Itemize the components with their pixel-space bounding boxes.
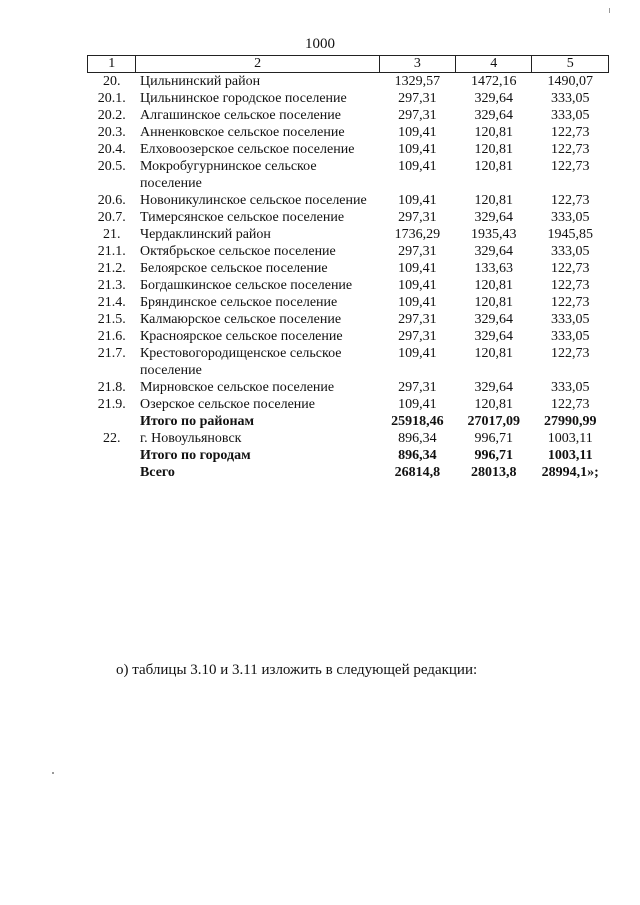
row-value-col5: 333,05 [550, 312, 590, 327]
row-value-col3: 297,31 [398, 91, 437, 106]
row-number: 21.7. [97, 346, 126, 361]
row-name: Итого по районам [139, 414, 255, 429]
row-value-col3: 297,31 [398, 329, 437, 344]
row-value-col4: 120,81 [474, 159, 513, 174]
row-value-col5: 122,73 [550, 142, 590, 157]
row-number: 21.1. [97, 244, 126, 259]
table-row [88, 243, 609, 260]
row-value-col4: 120,81 [474, 142, 513, 157]
row-value-col5: 333,05 [550, 91, 590, 106]
row-name: Октябрьское сельское поселение [139, 244, 336, 259]
row-value-col4: 120,81 [474, 193, 513, 208]
row-value-col5: 122,73 [550, 193, 590, 208]
row-name: Цильнинское городское поселение [139, 91, 347, 106]
row-value-col3: 109,41 [398, 346, 437, 361]
row-value-col4: 329,64 [474, 312, 513, 327]
row-value-col3: 896,34 [398, 431, 437, 446]
row-value-col3: 25918,46 [391, 414, 444, 429]
row-value-col3: 297,31 [398, 312, 437, 327]
row-value-col4: 329,64 [474, 380, 513, 395]
row-value-col5: 333,05 [550, 244, 590, 259]
table-row [88, 158, 609, 192]
row-number: 20.4. [97, 142, 126, 157]
row-number: 20.2. [97, 108, 126, 123]
row-name: Алгашинское сельское поселение [139, 108, 341, 123]
row-value-col3: 109,41 [398, 142, 437, 157]
table-row [88, 141, 609, 158]
row-number: 21.3. [97, 278, 126, 293]
scan-speck [52, 772, 54, 774]
row-value-col3: 1736,29 [394, 227, 441, 242]
row-number: 22. [102, 431, 121, 446]
row-value-col3: 297,31 [398, 210, 437, 225]
table-row [88, 311, 609, 328]
table-row [88, 430, 609, 447]
row-name: Итого по городам [139, 448, 251, 463]
row-value-col5: 122,73 [550, 261, 590, 276]
row-number: 20. [102, 74, 121, 89]
row-value-col5: 122,73 [550, 159, 590, 174]
row-value-col4: 120,81 [474, 125, 513, 140]
row-value-col4: 996,71 [474, 431, 513, 446]
row-number: 21.5. [97, 312, 126, 327]
row-name: Бряндинское сельское поселение [139, 295, 338, 310]
header-col-2: 2 [136, 56, 379, 73]
row-value-col3: 109,41 [398, 159, 437, 174]
row-number: 21.9. [97, 397, 126, 412]
table-row [88, 107, 609, 124]
row-name: Цильнинский район [139, 74, 261, 89]
table-row [88, 277, 609, 294]
row-number [88, 464, 136, 481]
row-value-col5: 122,73 [550, 295, 590, 310]
row-value-col4: 133,63 [474, 261, 513, 276]
row-value-col3: 109,41 [398, 278, 437, 293]
row-value-col5: 122,73 [550, 278, 590, 293]
header-col-5: 5 [532, 56, 609, 73]
row-name: Мирновское сельское поселение [139, 380, 335, 395]
row-value-col5: 1003,11 [547, 431, 593, 446]
row-value-col3: 109,41 [398, 193, 437, 208]
row-number: 21.8. [97, 380, 126, 395]
row-value-col5: 122,73 [550, 125, 590, 140]
table-row [88, 396, 609, 413]
row-value-col3: 109,41 [398, 397, 437, 412]
table-row [88, 379, 609, 396]
row-value-col5: 1003,11 [547, 448, 593, 463]
scan-speck [609, 8, 610, 13]
row-number: 20.3. [97, 125, 126, 140]
row-value-col5: 333,05 [550, 108, 590, 123]
page-number: 1000 [305, 36, 335, 52]
row-value-col5: 122,73 [550, 346, 590, 361]
row-value-col3: 297,31 [398, 244, 437, 259]
row-name: Чердаклинский район [139, 227, 271, 242]
row-number: 21.2. [97, 261, 126, 276]
row-value-col4: 120,81 [474, 397, 513, 412]
table-header-row [88, 56, 609, 73]
row-number: 21.6. [97, 329, 126, 344]
table-row [88, 226, 609, 243]
row-number: 21.4. [97, 295, 126, 310]
row-number: 21. [102, 227, 121, 242]
header-col-1: 1 [88, 56, 136, 73]
row-value-col4: 329,64 [474, 210, 513, 225]
row-value-col4: 120,81 [474, 346, 513, 361]
table-row [88, 294, 609, 311]
row-name: Озерское сельское поселение [139, 397, 316, 412]
row-number: 20.1. [97, 91, 126, 106]
row-value-col5: 1490,07 [547, 74, 593, 89]
row-value-col3: 26814,8 [394, 465, 441, 480]
row-value-col5: 333,05 [550, 210, 590, 225]
row-value-col3: 896,34 [398, 448, 437, 463]
row-value-col3: 109,41 [398, 295, 437, 310]
row-value-col4: 329,64 [474, 108, 513, 123]
row-name: Анненковское сельское поселение [139, 125, 345, 140]
row-value-col5: 28994,1»; [541, 465, 599, 480]
row-name: Тимерсянское сельское поселение [139, 210, 345, 225]
table-row [88, 90, 609, 107]
row-value-col5: 27990,99 [543, 414, 597, 429]
row-value-col4: 120,81 [474, 295, 513, 310]
row-name: Всего [139, 465, 175, 480]
row-value-col4: 27017,09 [467, 414, 520, 429]
row-value-col3: 109,41 [398, 125, 437, 140]
row-number: 20.5. [97, 159, 126, 174]
row-value-col5: 122,73 [550, 397, 590, 412]
row-name: Елховоозерское сельское поселение [139, 142, 355, 157]
table-row [88, 73, 609, 91]
row-value-col3: 297,31 [398, 380, 437, 395]
row-name: г. Новоульяновск [139, 431, 242, 446]
table-row [88, 209, 609, 226]
table-row [88, 464, 609, 481]
row-name: Калмаюрское сельское поселение [139, 312, 342, 327]
row-value-col4: 329,64 [474, 329, 513, 344]
row-value-col4: 120,81 [474, 278, 513, 293]
table-row [88, 345, 609, 379]
row-number: 20.6. [97, 193, 126, 208]
row-number: 20.7. [97, 210, 126, 225]
table-row [88, 413, 609, 430]
row-value-col5: 1945,85 [547, 227, 593, 242]
header-col-3: 3 [379, 56, 455, 73]
header-col-4: 4 [456, 56, 532, 73]
row-name: Крестовогородищенское сельское поселение [139, 346, 342, 378]
row-value-col4: 329,64 [474, 244, 513, 259]
row-name: Белоярское сельское поселение [139, 261, 328, 276]
amendment-text: о) таблицы 3.10 и 3.11 изложить в следующей редакции: [116, 662, 478, 678]
row-value-col5: 333,05 [550, 329, 590, 344]
row-value-col4: 329,64 [474, 91, 513, 106]
table-row [88, 124, 609, 141]
row-name: Богдашкинское сельское поселение [139, 278, 353, 293]
table-row [88, 260, 609, 277]
row-value-col4: 996,71 [474, 448, 513, 463]
row-value-col3: 109,41 [398, 261, 437, 276]
budget-table [87, 55, 609, 481]
row-value-col3: 1329,57 [394, 74, 441, 89]
row-name: Новоникулинское сельское поселение [139, 193, 367, 208]
row-number [88, 447, 136, 464]
row-value-col5: 333,05 [550, 380, 590, 395]
row-value-col4: 1935,43 [471, 227, 517, 242]
row-value-col4: 28013,8 [471, 465, 517, 480]
row-value-col3: 297,31 [398, 108, 437, 123]
table-row [88, 192, 609, 209]
row-name: Мокробугурнинское сельское поселение [139, 159, 317, 191]
row-value-col4: 1472,16 [471, 74, 517, 89]
table-row [88, 328, 609, 345]
row-number [88, 413, 136, 430]
table-row [88, 447, 609, 464]
row-name: Красноярское сельское поселение [139, 329, 343, 344]
